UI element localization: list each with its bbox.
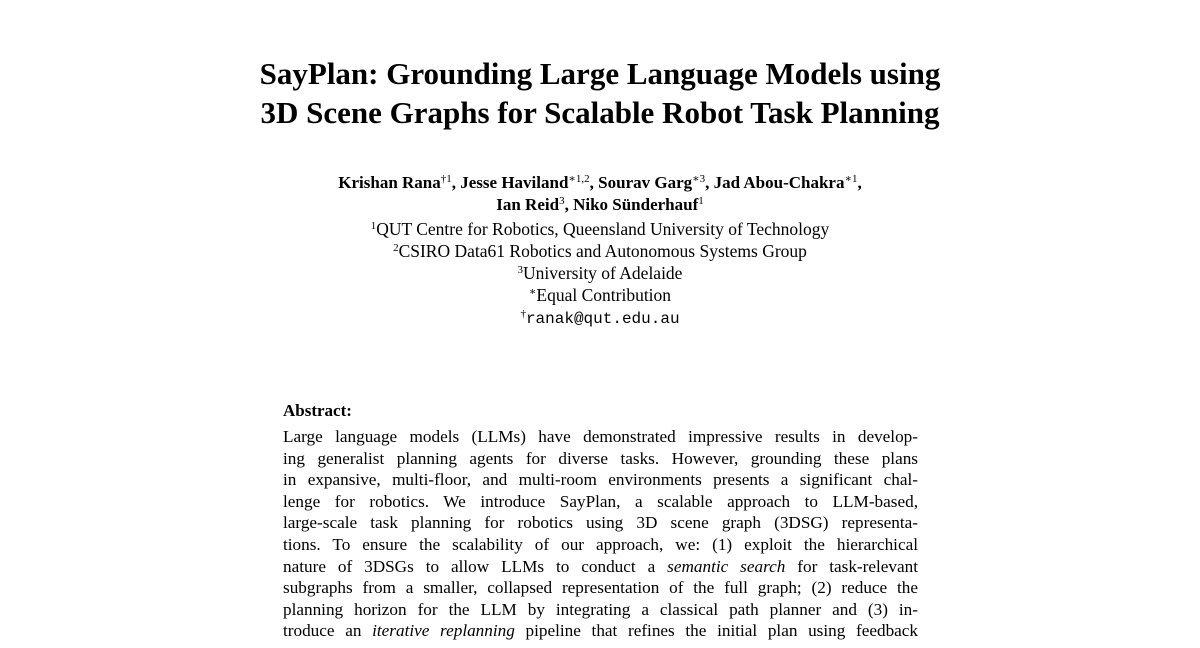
contact-email <box>0 306 1200 330</box>
affiliation-list <box>0 218 1200 330</box>
author-mark: †1 <box>440 173 452 185</box>
italic-term: iterative replanning <box>372 621 515 641</box>
abstract-line: Large language models (LLMs) have demonstrated impressive results in develop- <box>283 427 918 446</box>
affiliation-text: University of Adelaide <box>523 263 683 283</box>
title-line-1: SayPlan: Grounding Large Language Models using <box>259 56 941 91</box>
affiliation-text: CSIRO Data61 Robotics and Autonomous Systems Group <box>398 241 807 261</box>
author-line-2 <box>0 194 1200 216</box>
affiliation-mark: ∗ <box>528 286 537 298</box>
paper-title <box>0 54 1200 132</box>
author-separator: , <box>857 173 862 192</box>
author-mark: ∗3 <box>692 173 706 185</box>
author-name: Jesse Haviland <box>460 173 569 192</box>
affiliation-mark: 2 <box>393 242 399 254</box>
affiliation-text: QUT Centre for Robotics, Queensland University of Technology <box>376 219 830 239</box>
author-mark: 3 <box>559 195 565 207</box>
affiliation-mark: 3 <box>517 264 524 276</box>
author-mark: ∗1,2 <box>568 173 590 185</box>
abstract-line-text: for task-relevant <box>797 556 918 576</box>
abstract-body <box>283 426 918 642</box>
abstract-line-text: nature of 3DSGs to allow LLMs to conduct a <box>283 556 656 576</box>
abstract-line: subgraphs from a smaller, collapsed representation of the full graph; (2) reduce the <box>283 578 918 598</box>
affiliation <box>0 218 1200 240</box>
affiliation-mark: 1 <box>370 220 377 232</box>
author-name: Niko Sünderhauf <box>573 195 699 214</box>
author-separator: , <box>451 173 461 192</box>
italic-term: semantic search <box>667 556 786 576</box>
abstract-line <box>283 556 918 578</box>
author-name: Sourav Garg <box>598 173 693 192</box>
abstract-heading: Abstract: <box>283 401 352 420</box>
author-name: Ian Reid <box>496 195 560 214</box>
abstract-line: tions. To ensure the scalability of our approach, we: (1) exploit the hierarchical <box>283 534 918 554</box>
abstract-line-text: troduce an <box>283 621 362 641</box>
author-list <box>0 172 1200 216</box>
abstract-line <box>283 620 918 642</box>
abstract-line: ing generalist planning agents for diverse tasks. However, grounding these plans <box>283 448 918 468</box>
abstract-line: in expansive, multi-floor, and multi-room environments presents a significant chal- <box>283 470 918 490</box>
contact-mark: † <box>520 308 526 320</box>
abstract-line: planning horizon for the LLM by integrating a classical path planner and (3) in- <box>283 599 918 619</box>
author-mark: 1 <box>698 195 704 207</box>
title-line-2: 3D Scene Graphs for Scalable Robot Task Planning <box>260 95 940 130</box>
abstract-line: lenge for robotics. We introduce SayPlan, a scalable approach to LLM-based, <box>283 491 918 511</box>
abstract-line: large-scale task planning for robotics using 3D scene graph (3DSG) representa- <box>283 513 918 533</box>
author-separator: , <box>589 173 599 192</box>
author-separator: , <box>564 195 574 214</box>
affiliation <box>0 262 1200 284</box>
author-separator: , <box>705 173 714 192</box>
abstract-line-text: pipeline that refines the initial plan using feedback <box>525 621 918 641</box>
affiliation <box>0 240 1200 262</box>
affiliation <box>0 284 1200 306</box>
author-name: Jad Abou-Chakra <box>713 173 845 192</box>
email-address: ranak@qut.edu.au <box>525 310 680 328</box>
author-name: Krishan Rana <box>338 173 441 192</box>
author-line-1 <box>0 172 1200 194</box>
affiliation-text: Equal Contribution <box>536 285 672 305</box>
author-mark: ∗1 <box>844 173 858 185</box>
